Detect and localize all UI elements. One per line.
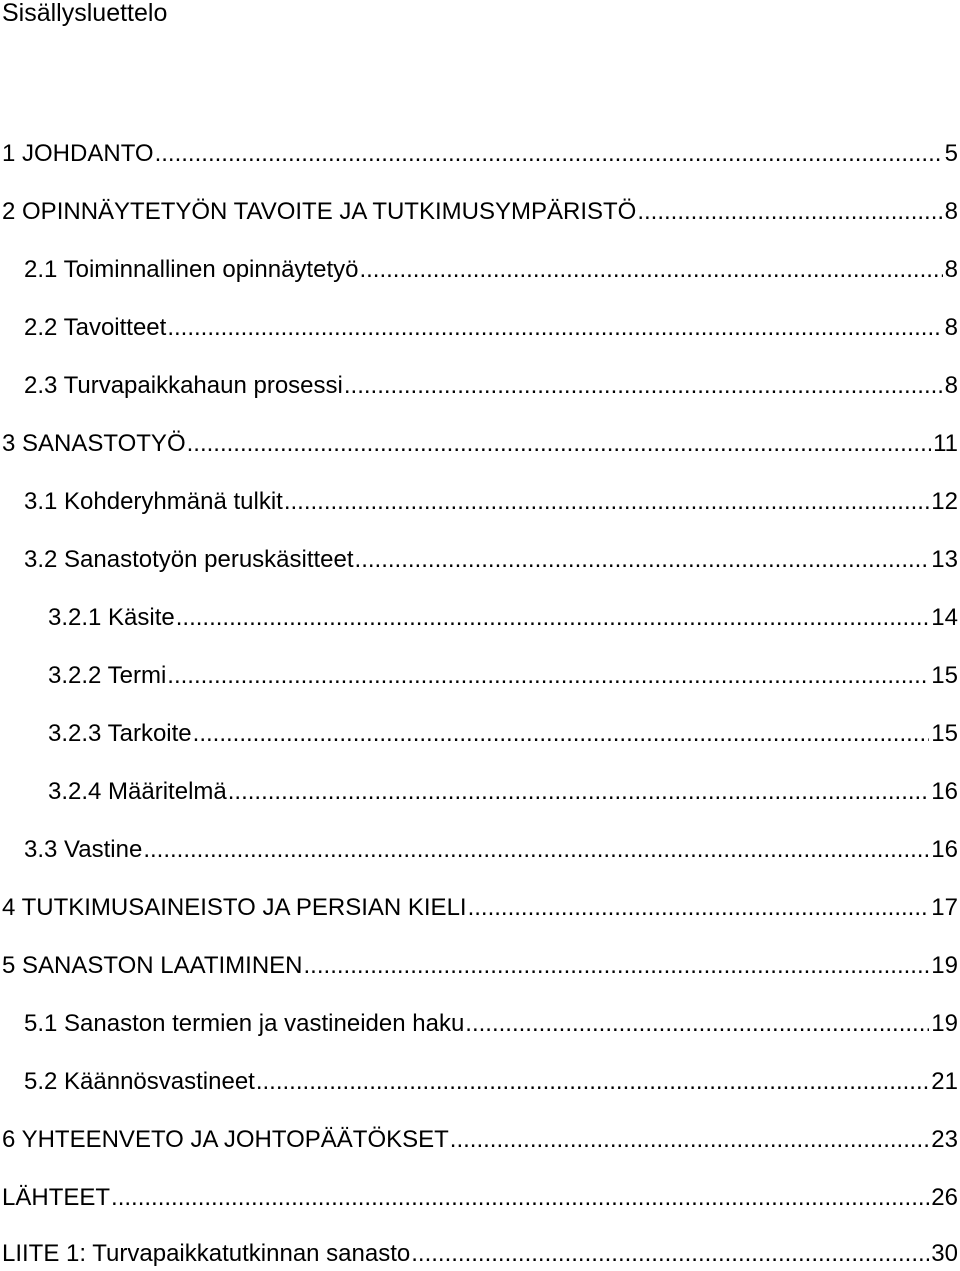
- toc-page-number: 8: [944, 256, 958, 283]
- toc-page-number: 16: [931, 836, 958, 863]
- toc-entry-label: 3.2.2 Termi: [48, 662, 167, 689]
- toc-entry-toiminnallinen-opinnaytetyo[interactable]: [24, 255, 958, 285]
- toc-dot-leader: [355, 545, 930, 575]
- toc-entry-turvapaikkahaun-prosessi[interactable]: [24, 371, 958, 401]
- toc-dot-leader: [167, 661, 929, 691]
- toc-entry-label: 3.2.1 Käsite: [48, 604, 175, 631]
- toc-entry-kohderyhmana-tulkit[interactable]: [24, 487, 958, 517]
- toc-entry-label: 3.2.3 Tarkoite: [48, 720, 192, 747]
- toc-page-number: 15: [931, 662, 958, 689]
- toc-page-number: 17: [931, 894, 958, 921]
- toc-dot-leader: [465, 1009, 929, 1039]
- toc-entry-tarkoite[interactable]: [48, 719, 958, 749]
- toc-entry-sanastotyon-peruskasitteet[interactable]: [24, 545, 958, 575]
- toc-entry-label: 5.1 Sanaston termien ja vastineiden haku: [24, 1010, 465, 1037]
- toc-page-number: 5: [944, 140, 958, 167]
- toc-entry-kaannosvastineet[interactable]: [24, 1067, 958, 1097]
- toc-entry-lahteet[interactable]: [2, 1183, 958, 1213]
- toc-entry-label: 6 YHTEENVETO JA JOHTOPÄÄTÖKSET: [2, 1126, 449, 1153]
- toc-page-number: 16: [931, 778, 958, 805]
- toc-entry-label: 3.3 Vastine: [24, 836, 143, 863]
- toc-entry-yhteenveto[interactable]: [2, 1125, 958, 1155]
- toc-entry-label: 1 JOHDANTO: [2, 140, 154, 167]
- toc-entry-label: 2.2 Tavoitteet: [24, 314, 167, 341]
- toc-dot-leader: [304, 951, 930, 981]
- toc-entry-label: 3.2.4 Määritelmä: [48, 778, 227, 805]
- toc-entry-label: 5 SANASTON LAATIMINEN: [2, 952, 303, 979]
- toc-page-number: 23: [931, 1126, 958, 1153]
- page-title: Sisällysluettelo: [2, 0, 168, 27]
- toc-entry-label: LIITE 1: Turvapaikkatutkinnan sanasto: [2, 1240, 411, 1267]
- toc-dot-leader: [637, 197, 942, 227]
- toc-page-number: 15: [931, 720, 958, 747]
- toc-page-number: 30: [931, 1240, 958, 1267]
- toc-entry-sanastotyo[interactable]: [2, 429, 958, 459]
- toc-page-number: 8: [944, 372, 958, 399]
- toc-entry-label: 5.2 Käännösvastineet: [24, 1068, 255, 1095]
- toc-page-number: 8: [944, 314, 958, 341]
- toc-dot-leader: [256, 1067, 929, 1097]
- toc-dot-leader: [176, 603, 930, 633]
- toc-page-number: 13: [931, 546, 958, 573]
- toc-entry-sanaston-laatiminen[interactable]: [2, 951, 958, 981]
- toc-page-number: 19: [931, 952, 958, 979]
- toc-entry-maaritelma[interactable]: [48, 777, 958, 807]
- toc-page-number: 8: [944, 198, 958, 225]
- toc-page-number: 14: [931, 604, 958, 631]
- toc-page-number: 11: [933, 430, 958, 457]
- toc-dot-leader: [284, 487, 929, 517]
- toc-dot-leader: [228, 777, 930, 807]
- toc-page-number: 21: [931, 1068, 958, 1095]
- toc-entry-vastine[interactable]: [24, 835, 958, 865]
- toc-dot-leader: [359, 255, 942, 285]
- toc-dot-leader: [187, 429, 931, 459]
- toc-entry-opinnaytetyon-tavoite[interactable]: [2, 197, 958, 227]
- toc-dot-leader: [111, 1183, 929, 1213]
- toc-entry-termien-haku[interactable]: [24, 1009, 958, 1039]
- toc-dot-leader: [143, 835, 929, 865]
- toc-entry-liite-1[interactable]: [2, 1239, 958, 1269]
- toc-entry-tutkimusaineisto[interactable]: [2, 893, 958, 923]
- toc-entry-label: 2.1 Toiminnallinen opinnäytetyö: [24, 256, 359, 283]
- toc-dot-leader: [411, 1239, 929, 1269]
- toc-entry-label: LÄHTEET: [2, 1184, 111, 1211]
- toc-dot-leader: [193, 719, 930, 749]
- toc-dot-leader: [344, 371, 943, 401]
- toc-entry-label: 2.3 Turvapaikkahaun prosessi: [24, 372, 343, 399]
- toc-entry-termi[interactable]: [48, 661, 958, 691]
- toc-page-number: 12: [931, 488, 958, 515]
- toc-entry-label: 3.1 Kohderyhmänä tulkit: [24, 488, 283, 515]
- toc-dot-leader: [167, 313, 942, 343]
- toc-entry-label: 4 TUTKIMUSAINEISTO JA PERSIAN KIELI: [2, 894, 467, 921]
- toc-dot-leader: [155, 139, 943, 169]
- toc-entry-label: 2 OPINNÄYTETYÖN TAVOITE JA TUTKIMUSYMPÄRISTÖ: [2, 198, 637, 225]
- toc-entry-label: 3.2 Sanastotyön peruskäsitteet: [24, 546, 354, 573]
- toc-dot-leader: [450, 1125, 930, 1155]
- toc-dot-leader: [468, 893, 930, 923]
- toc-entry-kasite[interactable]: [48, 603, 958, 633]
- toc-entry-johdanto[interactable]: [2, 139, 958, 169]
- toc-entry-label: 3 SANASTOTYÖ: [2, 430, 186, 457]
- toc-page-number: 19: [931, 1010, 958, 1037]
- toc-entry-tavoitteet[interactable]: [24, 313, 958, 343]
- toc-page-number: 26: [931, 1184, 958, 1211]
